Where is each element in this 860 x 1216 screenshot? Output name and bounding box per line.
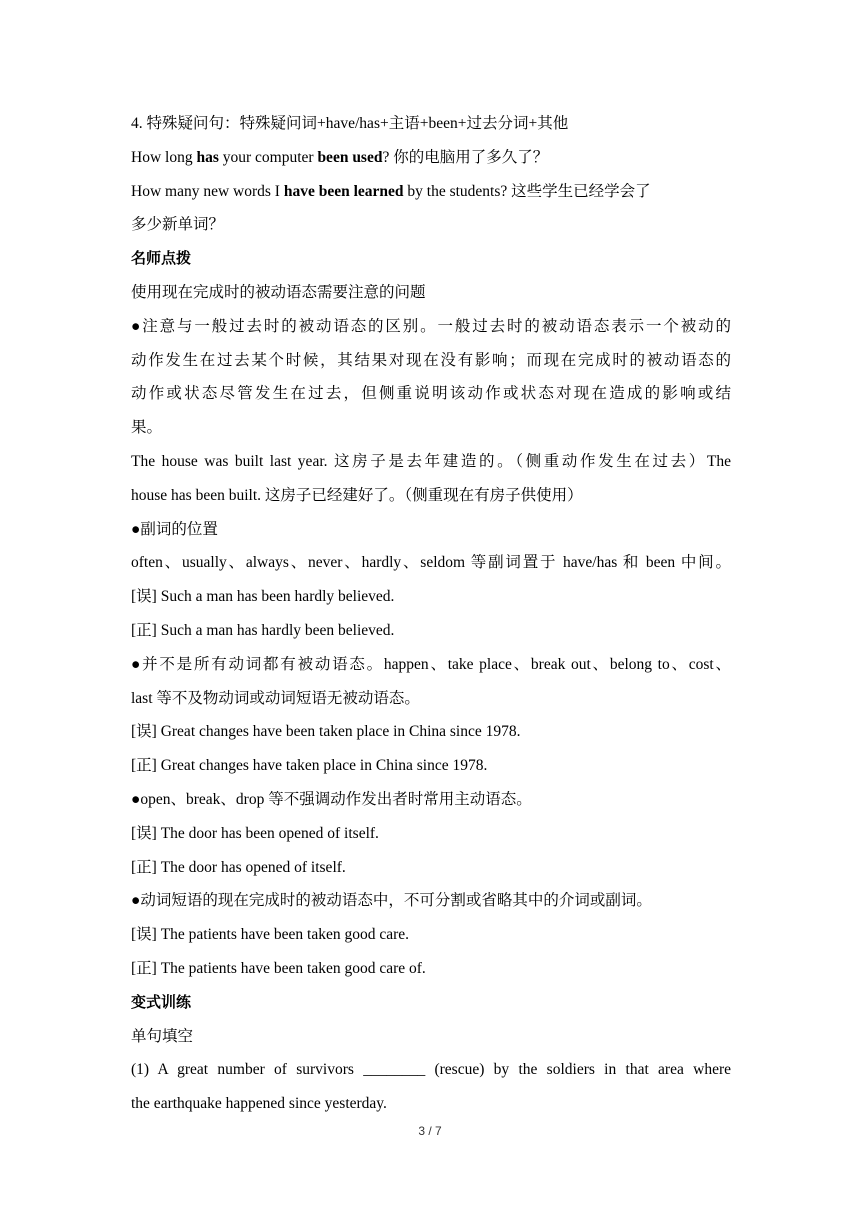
example-sentence-cont: 多少新单词？ [131, 216, 225, 234]
tips-intro: 使用现在完成时的被动语态需要注意的问题 [131, 283, 426, 301]
paragraph-line: The house was built last year. 这房子是去年建造的。（侧重动作发生在过去）The [131, 452, 731, 470]
paragraph-line: 动作发生在过去某个时候，其结果对现在没有影响；而现在完成时的被动语态的 [131, 351, 731, 369]
example-sentence: How many new words I have been learned by the students? 这些学生已经学会了 [131, 182, 651, 200]
bullet-title: ●动词短语的现在完成时的被动语态中，不可分割或省略其中的介词或副词。 [131, 892, 652, 910]
question-line: (1) A great number of survivors ________ (rescue) by the soldiers in that area where [131, 1061, 731, 1079]
practice-subtitle: 单句填空 [131, 1027, 194, 1045]
paragraph-line: ●并不是所有动词都有被动语态。happen、take place、break out、belong to、cost、 [131, 655, 731, 673]
right-example: [正] The door has opened of itself. [131, 858, 346, 876]
paragraph-line: last 等不及物动词或动词短语无被动语态。 [131, 689, 420, 707]
wrong-example: [误] Such a man has been hardly believed. [131, 588, 395, 606]
bullet-title: ●副词的位置 [131, 520, 218, 538]
right-example: [正] Great changes have taken place in China since 1978. [131, 757, 488, 775]
bullet-title: ●open、break、drop 等不强调动作发出者时常用主动语态。 [131, 790, 532, 808]
paragraph-line: often、usually、always、never、hardly、seldom 等副词置于 have/has 和 been 中间。 [131, 554, 731, 572]
question-line: the earthquake happened since yesterday. [131, 1095, 387, 1113]
wrong-example: [误] The door has been opened of itself. [131, 824, 379, 842]
wrong-example: [误] Great changes have been taken place in China since 1978. [131, 723, 521, 741]
page-content [131, 107, 731, 1121]
heading-tips: 名师点拨 [131, 249, 192, 268]
section-title: 4. 特殊疑问句：特殊疑问词+have/has+主语+been+过去分词+其他 [131, 115, 569, 132]
paragraph-line: 果。 [131, 419, 163, 437]
right-example: [正] Such a man has hardly been believed. [131, 621, 395, 639]
right-example: [正] The patients have been taken good care of. [131, 959, 426, 977]
paragraph-line: ●注意与一般过去时的被动语态的区别。一般过去时的被动语态表示一个被动的 [131, 317, 731, 335]
heading-practice: 变式训练 [131, 992, 192, 1011]
page-number: 3 / 7 [418, 1124, 442, 1138]
wrong-example: [误] The patients have been taken good care. [131, 926, 410, 944]
paragraph-line: 动作或状态尽管发生在过去，但侧重说明该动作或状态对现在造成的影响或结 [131, 385, 731, 403]
example-sentence: How long has your computer been used? 你的电脑用了多久了？ [131, 148, 549, 166]
paragraph-line: house has been built. 这房子已经建好了。（侧重现在有房子供使用） [131, 486, 583, 504]
